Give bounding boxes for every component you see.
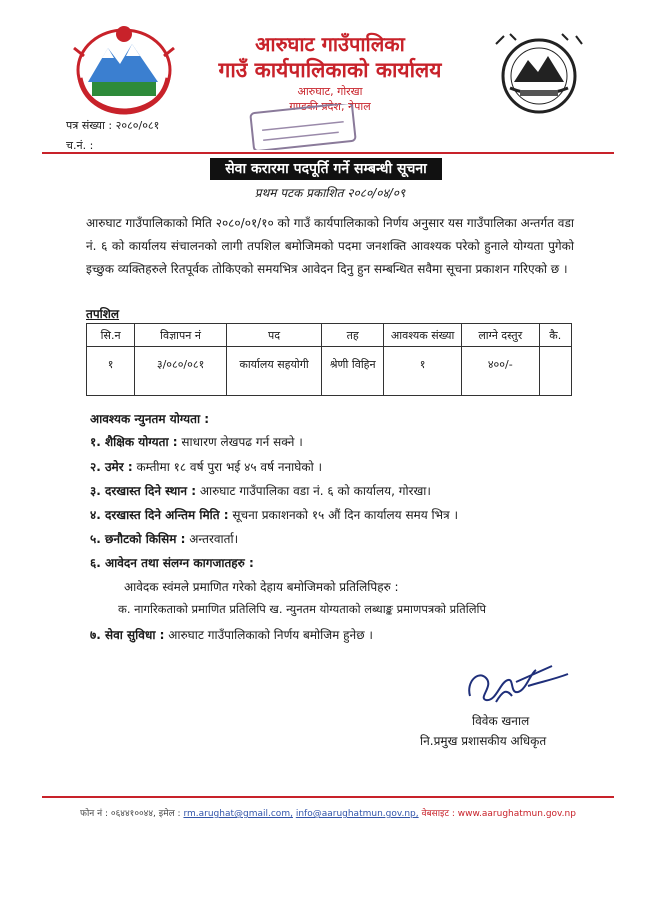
phone-label: फोन नं : [80,809,109,819]
header-divider [42,152,614,154]
qualification-label: ५. छनौटको किसिम : [90,532,186,546]
cell-remarks [539,347,571,396]
notice-body: आरुघाट गाउँपालिकाको मिति २०८०/०१/१० को गाउँ कार्यपालिकाको निर्णय अनुसार यस गाउँपालिका अन्तर्गत वडा नं. ६ को कार्यालय संचालनको लागी तपशिल बमोजिमको पदमा जनशक्ति आवश्यक परेको हुनाले योग्यता पुगेको इच्छुक व्यक्तिहरुले रितपूर्वक तोकिएको समयभित्र आवेदन दिनु हुन सम्बन्धित सवैमा सूचना प्रकाशन गरिएको छ । [86,216,574,276]
letter-number-value: २०८०/०८१ [115,119,160,132]
cell-serial: १ [87,347,135,396]
signatory-name: विवेक खनाल [472,714,530,728]
qualification-label: ४. दरखास्त दिने अन्तिम मिति : [90,508,229,522]
table-header-row [87,324,572,347]
email-link-1[interactable]: rm.arughat@gmail.com, [183,809,293,819]
qualification-text: साधारण लेखपढ गर्न सक्ने । [181,435,303,449]
qualification-label: ७. सेवा सुविधा : [90,628,165,642]
qualification-item [90,506,458,523]
dispatch-number [66,138,93,153]
cell-fee: ४००/- [462,347,540,396]
cell-level: श्रेणी विहिन [322,347,384,396]
documents-list: क. नागरिकताको प्रमाणित प्रतिलिपि ख. न्युनतम योग्यताको लब्धाङ्क प्रमाणपत्रको प्रतिलिपि [118,602,487,616]
footer-contact [42,806,614,819]
qualification-label: ३. दरखास्त दिने स्थान : [90,484,197,498]
website-link[interactable]: www.aarughatmun.gov.np [457,809,576,819]
municipality-logo-icon [490,30,588,120]
office-stamp-icon [248,104,358,150]
qualification-text: आरुघाट गाउँपालिकाको निर्णय बमोजिम हुनेछ । [168,628,373,642]
notice-title: सेवा करारमा पदपूर्ति गर्ने सम्बन्धी सूचना [210,158,442,180]
qualification-item [90,458,322,475]
qualifications-title: आवश्यक न्युनतम योग्यता : [90,412,210,426]
col-post: पद [226,324,321,347]
office-name: आरुघाट गाउँपालिका [255,32,405,56]
table-row [87,347,572,396]
letter-number-label: पत्र संख्या : [66,119,113,132]
vacancy-table [86,323,572,396]
qualification-label: २. उमेर : [90,460,133,474]
signatory-designation: नि.प्रमुख प्रशासकीय अधिकृत [420,734,547,748]
letter-number [66,118,159,133]
email-link-2[interactable]: info@aarughatmun.gov.np, [295,809,419,819]
footer-divider [42,796,614,798]
website-label: वेबसाइट : [421,809,455,819]
cell-required-count: १ [384,347,462,396]
cell-ad-number: ३/०८०/०८१ [135,347,227,396]
qualification-label: ६. आवेदन तथा संलग्न कागजातहरु : [90,556,254,570]
qualification-label: १. शैक्षिक योग्यता : [90,435,178,449]
address-line-2: गण्डकी प्रदेश, नेपाल [289,100,371,113]
dispatch-number-label: च.नं. : [66,139,94,152]
phone-value: ०६४४१००४४, [110,809,156,819]
col-required-count: आवश्यक संख्या [384,324,462,347]
qualification-item [90,626,373,643]
table-title: तपशिल [86,307,120,321]
qualification-item [90,554,254,571]
qualification-item [90,482,431,499]
qualification-item [90,433,303,450]
qualification-text: आरुघाट गाउँपालिका वडा नं. ६ को कार्यालय, गोरखा। [199,484,431,498]
col-ad-number: विज्ञापन नं [135,324,227,347]
publish-date: प्रथम पटक प्रकाशित २०८०/०४/०९ [254,186,406,200]
address-line-1: आरुघाट, गोरखा [297,85,363,98]
qualification-item [90,530,238,547]
col-remarks: कै. [539,324,571,347]
col-fee: लाग्ने दस्तुर [462,324,540,347]
office-subtitle: गाउँ कार्यपालिकाको कार्यालय [218,58,442,82]
signature-icon [456,652,576,712]
col-serial: सि.न [87,324,135,347]
col-level: तह [322,324,384,347]
qualification-text: कम्तीमा १८ वर्ष पुरा भई ४५ वर्ष ननाघेको । [136,460,323,474]
documents-intro: आवेदक स्वंमले प्रमाणित गरेको देहाय बमोजिमको प्रतिलिपिहरु : [124,580,399,594]
qualification-text: सूचना प्रकाशनको १५ औं दिन कार्यालय समय भित्र । [232,508,459,522]
qualification-text: अन्तरवार्ता। [189,532,239,546]
email-label: इमेल : [158,809,181,819]
cell-post: कार्यालय सहयोगी [226,347,321,396]
